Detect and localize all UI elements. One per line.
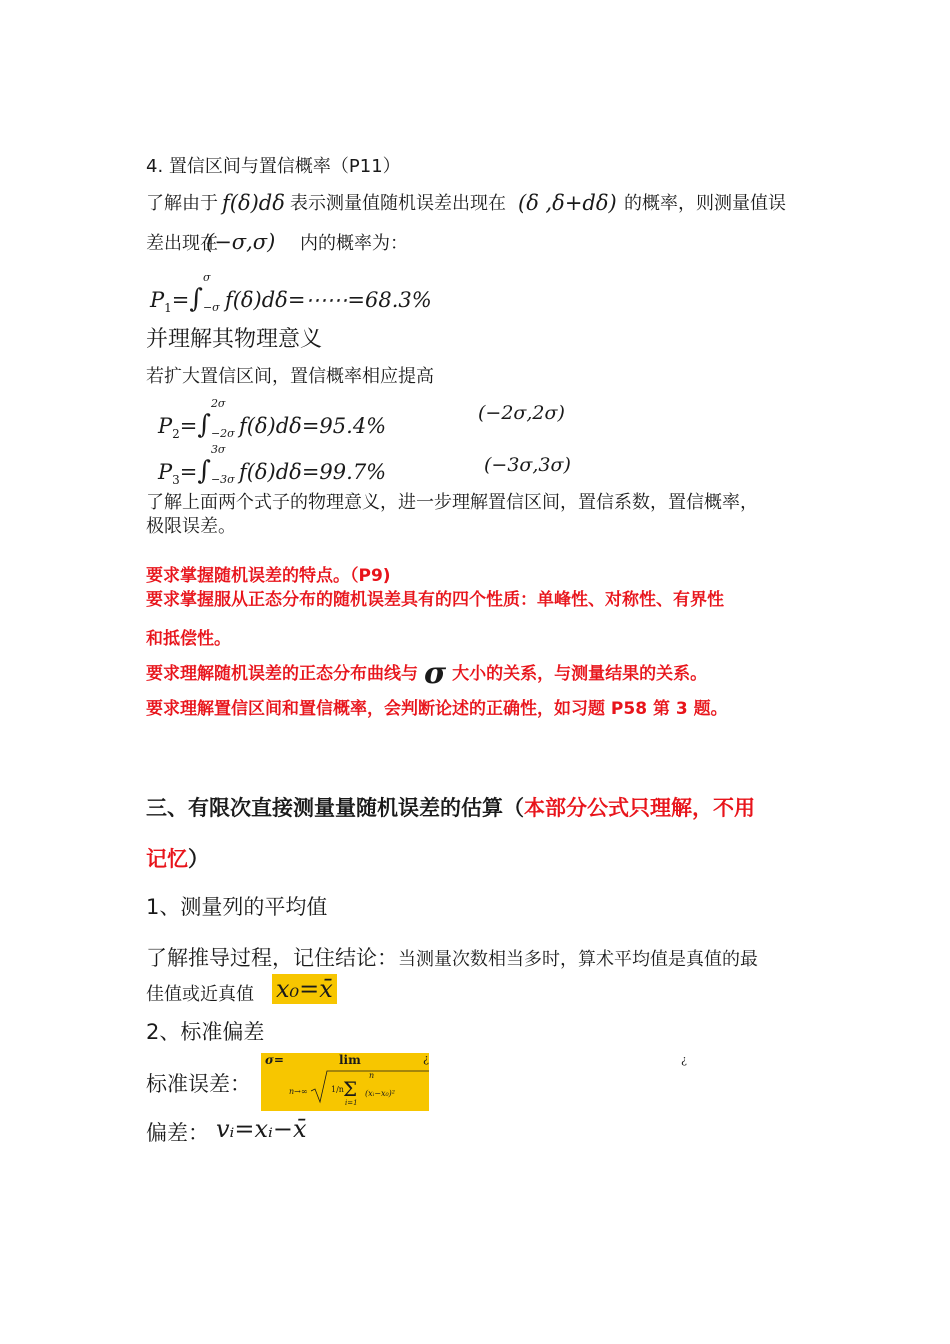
heading-red-text: 记忆 [146,847,188,871]
text-line: 佳值或近真值 [146,984,254,1005]
text-line: 表示测量值随机误差出现在 [290,193,506,214]
p3-rhs: f(δ)dδ=99.7% [238,460,387,484]
section-title: 4. 置信区间与置信概率（P11） [146,156,401,177]
mean-line [146,942,758,972]
tail-char: ¿ [681,1053,687,1066]
integral-icon: ∫ [189,284,203,314]
text-line: 内的概率为： [300,233,408,254]
interval-3sigma: (−3σ,3σ) [484,454,571,476]
formula-p1: $P_1=\int$ σ −σ f(δ)dδ=⋯⋯=68.3% [150,271,432,316]
text-line: 若扩大置信区间，置信概率相应提高 [146,366,434,387]
std-label: 标准误差： [146,1072,251,1096]
integral-icon: ∫ [197,456,211,486]
upper-limit: 2σ [210,397,226,410]
p2-rhs: f(δ)dδ=95.4% [238,414,387,438]
heading-text: ） [188,847,209,871]
requirement-3 [146,656,708,691]
subsection-title: 2、标准偏差 [146,1020,265,1044]
heading-text: 三、有限次直接测量量随机误差的估算（ [146,796,524,820]
formula-x0: x₀=x̄ [272,974,337,1004]
section-heading [146,792,755,822]
integral-icon: ∫ [197,410,211,440]
lower-limit: −σ [202,301,220,314]
interval-sigma: (−σ,σ) [206,230,276,254]
text-line: 了解上面两个式子的物理意义，进一步理解置信区间，置信系数，置信概率， [146,492,758,513]
p-subscript: 1 [164,301,172,316]
sum-lower: i=1 [345,1099,358,1107]
sum-term: (xᵢ−x₀)² [365,1089,395,1098]
formula-f-delta: f(δ)dδ [222,191,285,215]
formula-std-error [261,1053,687,1111]
requirement-text: 大小的关系，与测量结果的关系。 [452,664,708,684]
p-symbol: P [158,460,173,484]
sigma-symbol: σ [424,656,447,691]
tail-char: ¿ [423,1052,429,1065]
text-line: 了解由于 [146,193,218,214]
lower-limit: −3σ [210,473,235,486]
dev-label: 偏差： [146,1121,209,1145]
text-line: 极限误差。 [146,516,236,537]
fraction: 1/n [331,1085,344,1094]
upper-limit: σ [202,271,211,284]
heading-red-text: 本部分公式只理解，不用 [524,796,755,820]
text-line: 差出现在 [146,233,218,254]
formula-p3: $P_3=\int$ 3σ −3σ f(δ)dδ=99.7% [158,443,387,488]
p-symbol: P [150,288,165,312]
subsection-title: 1、测量列的平均值 [146,895,328,919]
interval-2sigma: (−2σ,2σ) [478,402,565,424]
sigma-eq: σ= [265,1053,284,1067]
mean-label: 了解推导过程，记住结论： [146,946,398,970]
requirement-text: 要求理解随机误差的正态分布曲线与 [146,664,418,684]
p-subscript: 2 [172,427,180,442]
text-line: 的概率，则测量值误 [624,193,786,214]
sum-icon: Σ [343,1077,358,1101]
requirement-1: 要求掌握随机误差的特点。（P9) [146,566,391,586]
section-heading-cont [146,843,209,873]
mean-text: 当测量次数相当多时，算术平均值是真值的最 [398,949,758,970]
p1-rhs: f(δ)dδ=⋯⋯=68.3% [224,288,432,312]
p-symbol: P [158,414,173,438]
requirement-4: 要求理解置信区间和置信概率，会判断论述的正确性，如习题 P58 第 3 题。 [146,699,728,719]
upper-limit: 3σ [210,443,226,456]
sum-upper: n [369,1071,375,1080]
lim-condition: n→∞ [289,1087,308,1096]
p-subscript: 3 [172,473,180,488]
requirement-2: 要求掌握服从正态分布的随机误差具有的四个性质：单峰性、对称性、有界性 [146,590,724,610]
interval-delta: (δ ,δ+dδ) [518,191,617,215]
lim-text: lim [339,1053,361,1067]
formula-deviation: vᵢ=xᵢ−x̄ [216,1115,307,1143]
requirement-2-cont: 和抵偿性。 [146,629,231,649]
lower-limit: −2σ [210,427,235,440]
formula-p2: $P_2=\int$ 2σ −2σ f(δ)dδ=95.4% [158,397,387,442]
text-line: 并理解其物理意义 [146,327,323,352]
